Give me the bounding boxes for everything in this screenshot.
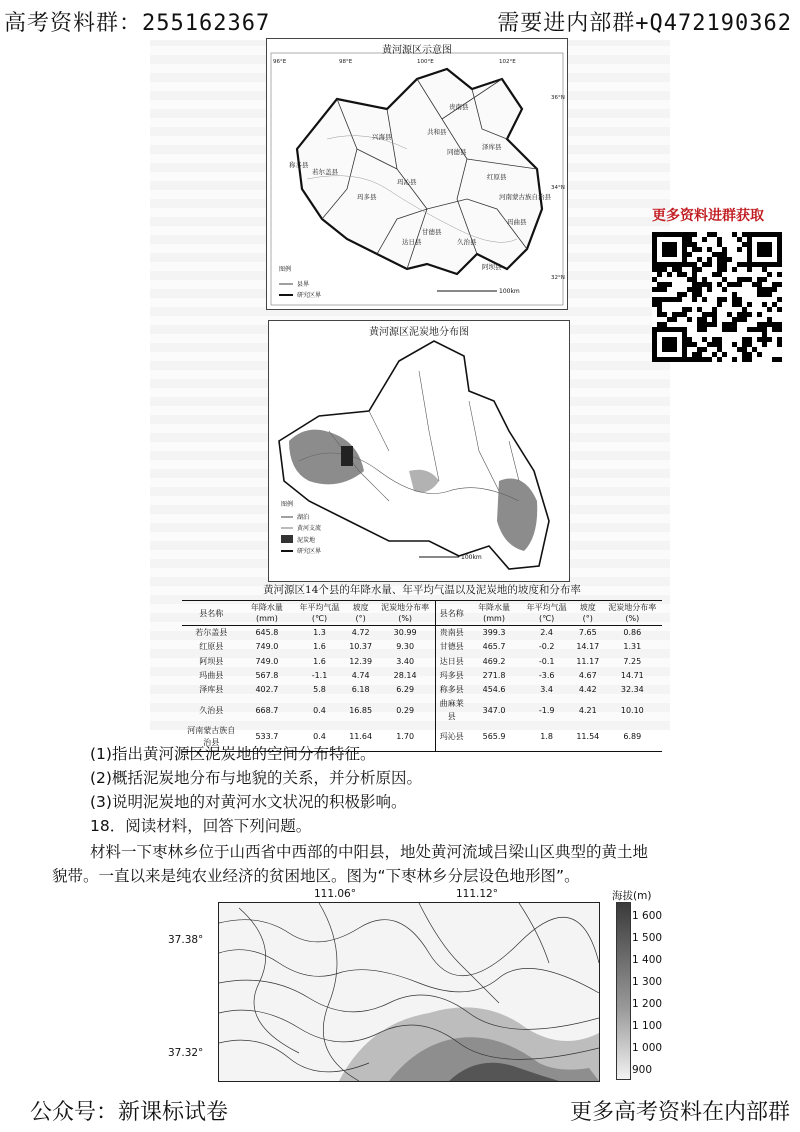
table-header: 年平均气温(℃)	[520, 601, 573, 626]
table-header: 泥炭地分布率(%)	[603, 601, 662, 626]
map1-county-label: 玛多县	[357, 193, 377, 201]
table-cell: 749.0	[255, 642, 279, 652]
map1-title: 黄河源区示意图	[382, 45, 452, 56]
table-header: 年平均气温(℃)	[293, 601, 346, 626]
topo-legend-tick: 900	[632, 1064, 653, 1076]
table-cell: 668.7	[255, 705, 279, 715]
table-cell: 久治县	[199, 705, 224, 715]
promo-block	[650, 205, 800, 225]
table-cell: 0.29	[396, 705, 415, 715]
table-cell: 16.85	[349, 705, 373, 715]
table-cell: 1.6	[313, 656, 326, 666]
table-header: 坡度(°)	[346, 601, 376, 626]
table-cell: -1.9	[538, 705, 555, 715]
topographic-map	[218, 902, 600, 1082]
table-cell: 河南蒙古族自治县	[182, 724, 241, 751]
map1-lat-label: 32°N	[551, 275, 565, 281]
table-row	[182, 626, 662, 641]
map2-legend-title: 图例	[281, 501, 294, 508]
map1-lon-label: 96°E	[273, 59, 287, 65]
material-paragraph	[52, 840, 770, 888]
map1-county-label: 红原县	[487, 173, 507, 181]
table-cell: -0.1	[538, 656, 555, 666]
map1-county-label: 甘德县	[422, 228, 442, 236]
topo-legend-tick: 1 400	[632, 954, 663, 966]
table-cell: 7.65	[578, 628, 597, 637]
map1-lat-label: 34°N	[551, 185, 565, 191]
header-right-text: 需要进内部群+Q472190362	[497, 11, 792, 36]
topo-legend-tick: 1 600	[632, 910, 663, 922]
table-cell: 6.18	[351, 685, 370, 695]
table-cell: -3.6	[538, 670, 555, 680]
map1-county-label: 河南蒙古族自治县	[499, 193, 551, 201]
map2-legend-item: 湖泊	[297, 514, 310, 521]
table-cell: 4.42	[578, 685, 597, 695]
table-row	[182, 640, 662, 654]
table-row	[182, 669, 662, 683]
table-cell: 645.8	[255, 628, 279, 637]
topo-lat-label: 37.38°	[168, 934, 204, 946]
table-cell: 阿坝县	[199, 656, 224, 666]
table-cell: 14.17	[576, 642, 600, 652]
header-left-text: 高考资料群：255162367	[4, 11, 271, 36]
map1-county-label: 玛曲县	[507, 218, 527, 226]
material-line-2: 貌带。一直以来是纯农业经济的贫困地区。图为“下枣林乡分层设色地形图”。	[52, 867, 580, 885]
table-row	[182, 683, 662, 697]
table-cell: 达日县	[435, 655, 467, 669]
table-cell: 6.29	[396, 685, 415, 695]
map1-lat-label: 36°N	[551, 95, 565, 101]
table-cell: 4.21	[578, 705, 597, 715]
table-cell: 0.86	[623, 628, 642, 637]
table-cell: 9.30	[396, 642, 415, 652]
table-header: 年降水量(mm)	[468, 601, 521, 626]
map2-drawing	[269, 321, 569, 581]
map1-county-label: 阿坝县	[482, 263, 502, 271]
map1-county-label: 共和县	[427, 128, 447, 136]
table-cell: 7.25	[623, 656, 642, 666]
table-row	[182, 655, 662, 669]
map1-lon-label: 98°E	[339, 59, 353, 65]
table-cell: 533.7	[241, 724, 294, 751]
map1-legend-item: 县界	[297, 281, 310, 288]
table-cell: 3.4	[540, 685, 554, 695]
map2-legend-item: 研究区界	[297, 548, 322, 555]
table-cell: 曲麻莱县	[435, 697, 467, 724]
map1-scale-label: 100km	[499, 288, 520, 295]
table-cell: 567.8	[255, 670, 279, 680]
table-cell: 11.54	[573, 724, 603, 751]
table-cell: 玛曲县	[199, 670, 224, 680]
county-data-table	[182, 582, 662, 752]
footer-left-text: 公众号：新课标试卷	[30, 1100, 229, 1125]
table-cell: 红原县	[199, 642, 224, 652]
table-cell: 399.3	[482, 628, 506, 637]
table-cell: 32.34	[620, 685, 644, 695]
table-cell: 347.0	[482, 705, 506, 715]
peatland-distribution-map	[268, 320, 570, 582]
map2-title: 黄河源区泥炭地分布图	[369, 327, 469, 338]
table-cell: 465.7	[482, 642, 506, 652]
table-cell: 271.8	[482, 670, 506, 680]
topo-legend-tick: 1 300	[632, 976, 663, 988]
map1-county-label: 兴海县	[372, 133, 392, 141]
table-cell: 若尔盖县	[195, 628, 228, 637]
map1-county-label: 同德县	[447, 148, 467, 156]
map1-county-label: 若尔盖县	[312, 168, 338, 176]
map2-scale-label: 100km	[461, 554, 482, 561]
table-cell: 1.6	[313, 642, 326, 652]
map1-county-label: 称多县	[289, 161, 309, 169]
table-cell: 749.0	[255, 656, 279, 666]
table-cell: 0.4	[313, 705, 326, 715]
topo-lon-label: 111.06°	[314, 888, 356, 900]
table-header: 县名称	[182, 601, 241, 626]
table-cell: 称多县	[435, 683, 467, 697]
footer-right-text: 更多高考资料在内部群	[569, 1100, 790, 1125]
table-header: 坡度(°)	[573, 601, 603, 626]
table-header: 县名称	[435, 601, 467, 626]
table-cell: 甘德县	[435, 640, 467, 654]
table-cell: 1.31	[623, 642, 642, 652]
map1-county-label: 久治县	[457, 238, 477, 246]
table-cell: 402.7	[255, 685, 279, 695]
table-title: 黄河源区14个县的年降水量、年平均气温以及泥炭地的坡度和分布率	[263, 584, 581, 596]
table-cell: 5.8	[313, 685, 326, 695]
map1-county-label: 玛沁县	[397, 178, 417, 186]
map1-lon-label: 100°E	[417, 59, 434, 65]
map1-drawing	[267, 39, 567, 309]
question-18: 18．阅读材料，回答下列问题。	[90, 817, 312, 835]
table-cell: 4.74	[351, 670, 370, 680]
table-cell: 贵南县	[435, 626, 467, 641]
topo-legend-title: 海拔(m)	[612, 890, 652, 902]
table-cell: 4.67	[578, 670, 597, 680]
table-cell: -0.2	[538, 642, 555, 652]
table-cell: 玛多县	[435, 669, 467, 683]
table-cell: 泽库县	[199, 685, 224, 695]
table-cell: 10.37	[349, 642, 373, 652]
table-cell: 11.64	[346, 724, 376, 751]
topo-legend-tick: 1 000	[632, 1042, 663, 1054]
table-cell: 11.17	[576, 656, 600, 666]
map1-county-label: 贵南县	[449, 103, 469, 111]
table-cell: 30.99	[393, 628, 417, 637]
topo-lon-label: 111.12°	[456, 888, 498, 900]
topo-legend-tick: 1 100	[632, 1020, 663, 1032]
table-cell: 454.6	[482, 685, 506, 695]
map1-lon-label: 102°E	[499, 59, 516, 65]
qr-code-icon[interactable]	[652, 232, 782, 362]
map1-county-label: 泽库县	[482, 143, 502, 151]
table-cell: 3.40	[396, 656, 415, 666]
table-header-row	[182, 601, 662, 626]
material-line-1: 材料一下枣林乡位于山西省中西部的中阳县，地处黄河流域吕梁山区典型的黄土地	[90, 843, 649, 861]
table-cell: -1.1	[311, 670, 328, 680]
map2-legend-item: 泥炭地	[297, 537, 316, 544]
table-cell: 2.4	[540, 628, 554, 637]
table-cell: 0.4	[293, 724, 346, 751]
table-cell: 4.72	[351, 628, 370, 637]
topo-lat-label: 37.32°	[168, 1047, 204, 1059]
table-row	[182, 697, 662, 724]
question-3: (3)说明泥炭地的对黄河水文状况的积极影响。	[90, 793, 407, 811]
table-cell: 12.39	[349, 656, 373, 666]
promo-label: 更多资料进群获取	[652, 208, 764, 224]
table-cell: 10.10	[620, 705, 644, 715]
table-header: 年降水量(mm)	[241, 601, 294, 626]
elevation-color-bar	[616, 902, 631, 1080]
map1-legend-item: 研究区界	[297, 292, 322, 299]
table-cell: 6.89	[603, 724, 662, 751]
map2-legend-item: 黄河支流	[297, 525, 322, 532]
table-cell: 玛沁县	[435, 724, 467, 751]
table-cell: 1.8	[520, 724, 573, 751]
table-cell: 1.3	[313, 628, 326, 637]
topo-legend-tick: 1 200	[632, 998, 663, 1010]
map1-county-label: 达日县	[402, 238, 422, 246]
table-header: 泥炭地分布率(%)	[375, 601, 435, 626]
table-cell: 28.14	[393, 670, 417, 680]
question-1: (1)指出黄河源区泥炭地的空间分布特征。	[90, 745, 376, 763]
topo-legend-tick: 1 500	[632, 932, 663, 944]
table-cell: 14.71	[620, 670, 644, 680]
map1-legend-title: 图例	[279, 266, 292, 273]
table-cell: 469.2	[482, 656, 506, 666]
question-2: (2)概括泥炭地分布与地貌的关系，并分析原因。	[90, 769, 422, 787]
table-cell: 565.9	[468, 724, 521, 751]
yellow-river-source-map	[266, 38, 568, 310]
table-cell: 1.70	[375, 724, 435, 751]
